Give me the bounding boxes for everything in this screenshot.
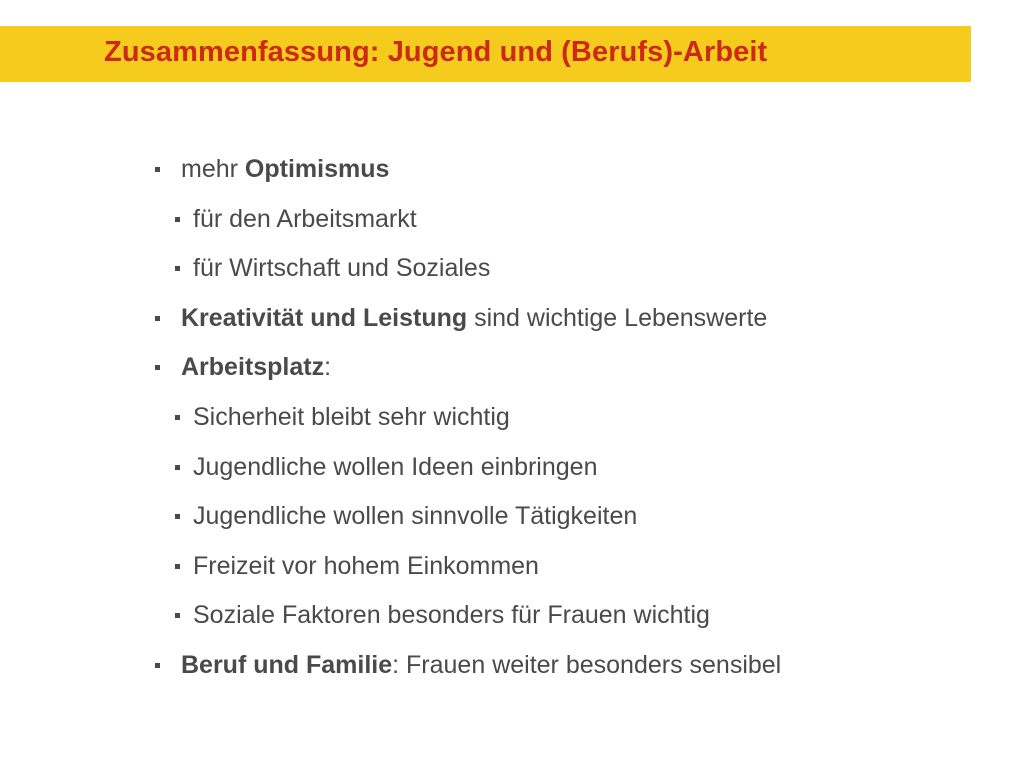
bullet-text-bold: Arbeitsplatz: [181, 353, 325, 381]
sub-bullet-item: [193, 600, 710, 630]
square-bullet-icon: [155, 365, 160, 370]
square-bullet-icon: [155, 316, 160, 321]
bullet-item: [181, 352, 331, 382]
bullet-item: [181, 303, 767, 333]
bullet-text-bold: Kreativität und Leistung: [181, 304, 468, 332]
bullet-text: Jugendliche wollen sinnvolle Tätigkeiten: [193, 502, 638, 530]
square-bullet-icon: [175, 415, 180, 420]
bullet-item: [181, 154, 389, 184]
sub-bullet-item: [193, 253, 490, 283]
square-bullet-icon: [155, 663, 160, 668]
bullet-text: Sicherheit bleibt sehr wichtig: [193, 403, 510, 431]
square-bullet-icon: [175, 564, 180, 569]
bullet-text: : Frauen weiter besonders sensibel: [392, 651, 782, 679]
bullet-text: mehr: [181, 155, 245, 183]
bullet-text: Soziale Faktoren besonders für Frauen wichtig: [193, 601, 710, 629]
sub-bullet-item: [193, 501, 637, 531]
bullet-text: Jugendliche wollen Ideen einbringen: [193, 453, 598, 481]
square-bullet-icon: [175, 465, 180, 470]
bullet-text: sind wichtige Lebenswerte: [467, 304, 768, 332]
slide-title: Zusammenfassung: Jugend und (Berufs)-Arbeit: [104, 36, 768, 68]
bullet-item: [181, 650, 781, 680]
bullet-text: Freizeit vor hohem Einkommen: [193, 552, 539, 580]
sub-bullet-item: [193, 551, 539, 581]
bullet-text: :: [324, 353, 332, 381]
square-bullet-icon: [175, 266, 180, 271]
bullet-text-bold: Beruf und Familie: [181, 651, 393, 679]
sub-bullet-item: [193, 452, 597, 482]
bullet-text: für den Arbeitsmarkt: [193, 205, 417, 233]
sub-bullet-item: [193, 402, 510, 432]
square-bullet-icon: [175, 217, 180, 222]
square-bullet-icon: [155, 167, 160, 172]
bullet-text-bold: Optimismus: [244, 155, 390, 183]
square-bullet-icon: [175, 613, 180, 618]
bullet-text: für Wirtschaft und Soziales: [193, 254, 491, 282]
sub-bullet-item: [193, 204, 417, 234]
square-bullet-icon: [175, 514, 180, 519]
